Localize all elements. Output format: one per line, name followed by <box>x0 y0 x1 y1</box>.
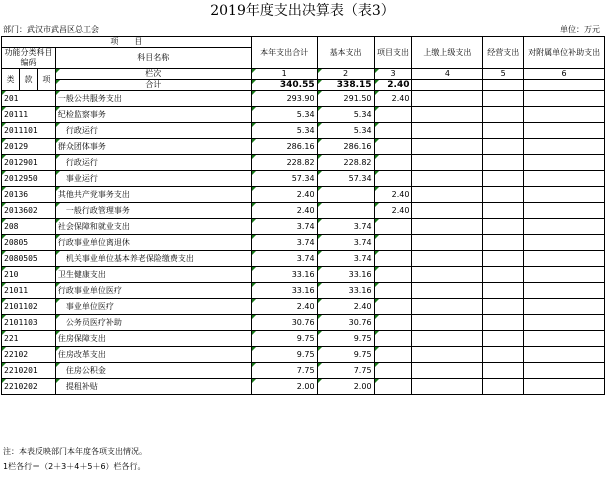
business-cell <box>483 171 524 187</box>
function-code-cell: 20136 <box>2 187 56 203</box>
total-cell: 3.74 <box>251 235 317 251</box>
upper-cell <box>412 235 483 251</box>
subject-name-cell: 住房改革支出 <box>55 347 251 363</box>
subsidy-cell <box>524 123 605 139</box>
subject-name-cell: 机关事业单位基本养老保险缴费支出 <box>55 251 251 267</box>
subsidy-cell <box>524 203 605 219</box>
subsidy-cell <box>524 347 605 363</box>
subsidy-cell <box>524 267 605 283</box>
upper-cell <box>412 251 483 267</box>
table-row <box>2 107 605 123</box>
upper-cell <box>412 91 483 107</box>
subject-name-cell: 一般公共服务支出 <box>55 91 251 107</box>
subject-name-cell: 公务员医疗补助 <box>55 315 251 331</box>
upper-cell <box>412 299 483 315</box>
project-cell <box>374 219 412 235</box>
business-cell <box>483 347 524 363</box>
table-row <box>2 251 605 267</box>
project-cell: 2.40 <box>374 203 412 219</box>
note-2: 1栏各行＝（2＋3＋4＋5＋6）栏各行。 <box>3 462 146 471</box>
business-cell <box>483 363 524 379</box>
basic-cell: 5.34 <box>317 123 374 139</box>
function-code-cell: 208 <box>2 219 56 235</box>
upper-cell <box>412 139 483 155</box>
function-code-cell: 2210201 <box>2 363 56 379</box>
basic-cell: 286.16 <box>317 139 374 155</box>
subject-name-cell: 提租补贴 <box>55 379 251 395</box>
project-cell <box>374 139 412 155</box>
business-cell <box>483 123 524 139</box>
function-code-cell: 2210202 <box>2 379 56 395</box>
total-cell: 3.74 <box>251 251 317 267</box>
subject-name-cell: 社会保障和就业支出 <box>55 219 251 235</box>
table-row <box>2 123 605 139</box>
upper-cell <box>412 107 483 123</box>
subsidy-cell <box>524 363 605 379</box>
business-cell <box>483 91 524 107</box>
business-cell <box>483 283 524 299</box>
subsidy-cell <box>524 139 605 155</box>
business-cell <box>483 219 524 235</box>
table-row <box>2 171 605 187</box>
total-cell: 2.40 <box>251 299 317 315</box>
header-total: 本年支出合计 <box>251 37 317 69</box>
table-row <box>2 331 605 347</box>
subsidy-cell <box>524 283 605 299</box>
upper-cell <box>412 219 483 235</box>
total-cell: 228.82 <box>251 155 317 171</box>
expenditure-table <box>1 36 605 395</box>
total-cell: 5.34 <box>251 107 317 123</box>
subject-name-cell: 卫生健康支出 <box>55 267 251 283</box>
function-code-cell: 221 <box>2 331 56 347</box>
upper-cell <box>412 331 483 347</box>
upper-cell <box>412 363 483 379</box>
note-1: 注：本表反映部门本年度各项支出情况。 <box>3 447 147 456</box>
function-code-cell: 2080505 <box>2 251 56 267</box>
total-sum: 340.55 <box>251 80 317 91</box>
subject-name-cell: 行政运行 <box>55 123 251 139</box>
project-cell <box>374 347 412 363</box>
subject-name-cell: 群众团体事务 <box>55 139 251 155</box>
header-project: 项目支出 <box>374 37 412 69</box>
header-kuan: 款 <box>19 69 37 91</box>
header-basic: 基本支出 <box>317 37 374 69</box>
project-cell <box>374 235 412 251</box>
project-cell <box>374 155 412 171</box>
total-cell: 293.90 <box>251 91 317 107</box>
business-cell <box>483 203 524 219</box>
table-row <box>2 219 605 235</box>
table-row <box>2 283 605 299</box>
subsidy-cell <box>524 187 605 203</box>
project-cell <box>374 299 412 315</box>
project-cell <box>374 283 412 299</box>
basic-cell: 33.16 <box>317 283 374 299</box>
col-num-2: 2 <box>317 69 374 80</box>
table-row <box>2 235 605 251</box>
project-cell <box>374 331 412 347</box>
table-row <box>2 315 605 331</box>
business-cell <box>483 155 524 171</box>
basic-cell: 3.74 <box>317 219 374 235</box>
function-code-cell: 20111 <box>2 107 56 123</box>
table-row <box>2 299 605 315</box>
total-cell: 33.16 <box>251 283 317 299</box>
total-cell: 2.00 <box>251 379 317 395</box>
subsidy-cell <box>524 379 605 395</box>
project-cell <box>374 315 412 331</box>
basic-cell: 3.74 <box>317 235 374 251</box>
report-title: 2019年度支出决算表（表3） <box>210 3 395 19</box>
basic-cell: 2.00 <box>317 379 374 395</box>
upper-cell <box>412 123 483 139</box>
subsidy-cell <box>524 235 605 251</box>
lanci-label: 栏次 <box>55 69 251 80</box>
subsidy-cell <box>524 315 605 331</box>
subject-name-cell: 住房公积金 <box>55 363 251 379</box>
project-cell <box>374 171 412 187</box>
business-cell <box>483 379 524 395</box>
basic-cell <box>317 203 374 219</box>
function-code-cell: 2011101 <box>2 123 56 139</box>
basic-cell: 33.16 <box>317 267 374 283</box>
subsidy-cell <box>524 299 605 315</box>
total-cell: 2.40 <box>251 187 317 203</box>
total-cell: 286.16 <box>251 139 317 155</box>
total-cell: 5.34 <box>251 123 317 139</box>
col-num-1: 1 <box>251 69 317 80</box>
table-row <box>2 347 605 363</box>
business-cell <box>483 187 524 203</box>
basic-cell: 57.34 <box>317 171 374 187</box>
header-xiangmu: 项 目 <box>2 37 252 48</box>
basic-cell: 9.75 <box>317 331 374 347</box>
table-row <box>2 91 605 107</box>
total-cell: 7.75 <box>251 363 317 379</box>
subsidy-cell <box>524 91 605 107</box>
project-cell: 2.40 <box>374 187 412 203</box>
subsidy-cell <box>524 107 605 123</box>
subsidy-cell <box>524 219 605 235</box>
upper-cell <box>412 379 483 395</box>
table-row <box>2 379 605 395</box>
project-cell <box>374 251 412 267</box>
upper-cell <box>412 347 483 363</box>
table-row <box>2 155 605 171</box>
project-cell <box>374 363 412 379</box>
subject-name-cell: 一般行政管理事务 <box>55 203 251 219</box>
basic-sum: 338.15 <box>317 80 374 91</box>
total-cell: 9.75 <box>251 331 317 347</box>
function-code-cell: 2101102 <box>2 299 56 315</box>
subject-name-cell: 事业运行 <box>55 171 251 187</box>
subsidy-cell <box>524 155 605 171</box>
col-num-5: 5 <box>483 69 524 80</box>
basic-cell: 228.82 <box>317 155 374 171</box>
business-sum <box>483 80 524 91</box>
basic-cell <box>317 187 374 203</box>
business-cell <box>483 299 524 315</box>
business-cell <box>483 139 524 155</box>
subsidy-cell <box>524 251 605 267</box>
total-cell: 3.74 <box>251 219 317 235</box>
table-row <box>2 267 605 283</box>
function-code-cell: 2012901 <box>2 155 56 171</box>
upper-cell <box>412 171 483 187</box>
total-cell: 9.75 <box>251 347 317 363</box>
function-code-cell: 201 <box>2 91 56 107</box>
subject-name-cell: 纪检监察事务 <box>55 107 251 123</box>
col-num-6: 6 <box>524 69 605 80</box>
subject-name-cell: 行政事业单位医疗 <box>55 283 251 299</box>
business-cell <box>483 315 524 331</box>
function-code-cell: 21011 <box>2 283 56 299</box>
col-num-4: 4 <box>412 69 483 80</box>
basic-cell: 291.50 <box>317 91 374 107</box>
subject-name-cell: 事业单位医疗 <box>55 299 251 315</box>
total-cell: 30.76 <box>251 315 317 331</box>
basic-cell: 5.34 <box>317 107 374 123</box>
function-code-cell: 20129 <box>2 139 56 155</box>
upper-sum <box>412 80 483 91</box>
basic-cell: 3.74 <box>317 251 374 267</box>
function-code-cell: 22102 <box>2 347 56 363</box>
col-num-3: 3 <box>374 69 412 80</box>
total-cell: 2.40 <box>251 203 317 219</box>
unit-label: 单位：万元 <box>560 25 600 34</box>
basic-cell: 2.40 <box>317 299 374 315</box>
project-sum: 2.40 <box>374 80 412 91</box>
header-business: 经营支出 <box>483 37 524 69</box>
header-lei: 类 <box>2 69 20 91</box>
business-cell <box>483 267 524 283</box>
function-code-cell: 210 <box>2 267 56 283</box>
basic-cell: 9.75 <box>317 347 374 363</box>
upper-cell <box>412 187 483 203</box>
upper-cell <box>412 283 483 299</box>
header-subsidy: 对附属单位补助支出 <box>524 37 605 69</box>
function-code-cell: 2013602 <box>2 203 56 219</box>
project-cell <box>374 107 412 123</box>
upper-cell <box>412 155 483 171</box>
total-cell: 57.34 <box>251 171 317 187</box>
business-cell <box>483 107 524 123</box>
subsidy-cell <box>524 171 605 187</box>
total-cell: 33.16 <box>251 267 317 283</box>
subject-name-cell: 住房保障支出 <box>55 331 251 347</box>
subject-name-cell: 行政事业单位离退休 <box>55 235 251 251</box>
function-code-cell: 2012950 <box>2 171 56 187</box>
business-cell <box>483 251 524 267</box>
header-xiang: 项 <box>37 69 55 91</box>
header-func-code: 功能分类科目编码 <box>2 48 56 69</box>
subsidy-cell <box>524 331 605 347</box>
table-row <box>2 187 605 203</box>
project-cell <box>374 267 412 283</box>
business-cell <box>483 235 524 251</box>
basic-cell: 7.75 <box>317 363 374 379</box>
table-row <box>2 363 605 379</box>
project-cell <box>374 379 412 395</box>
basic-cell: 30.76 <box>317 315 374 331</box>
table-row <box>2 203 605 219</box>
business-cell <box>483 331 524 347</box>
subsidy-sum <box>524 80 605 91</box>
upper-cell <box>412 267 483 283</box>
header-upper: 上缴上级支出 <box>412 37 483 69</box>
subject-name-cell: 其他共产党事务支出 <box>55 187 251 203</box>
function-code-cell: 20805 <box>2 235 56 251</box>
heji-label: 合计 <box>55 80 251 91</box>
table-row <box>2 139 605 155</box>
upper-cell <box>412 315 483 331</box>
function-code-cell: 2101103 <box>2 315 56 331</box>
project-cell <box>374 123 412 139</box>
project-cell: 2.40 <box>374 91 412 107</box>
upper-cell <box>412 203 483 219</box>
header-subject-name: 科目名称 <box>55 48 251 69</box>
subject-name-cell: 行政运行 <box>55 155 251 171</box>
department-label: 部门：武汉市武昌区总工会 <box>3 25 99 34</box>
